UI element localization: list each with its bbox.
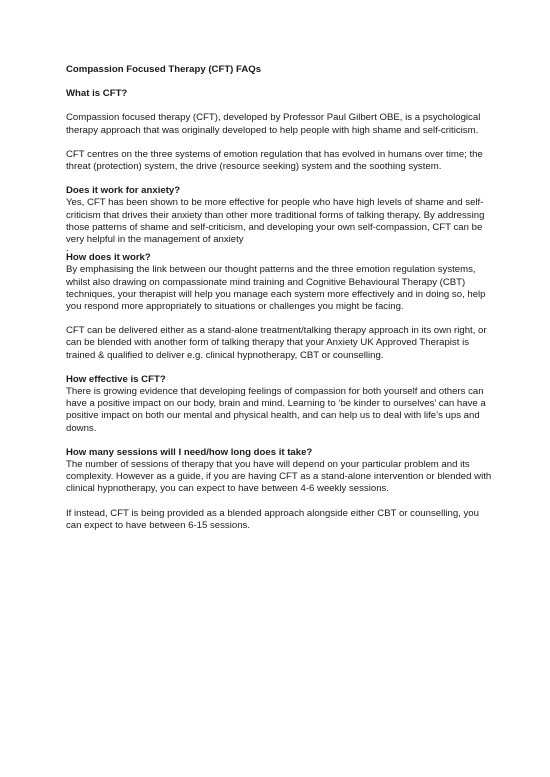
question-what-is-cft: What is CFT? (66, 88, 128, 100)
question-how-does-it-work: How does it work? (66, 252, 151, 264)
answer-paragraph: By emphasising the link between our thought patterns and the three emotion regulation systems, whilst also drawing on compassionate mind training and Cognitive Behavioural Therapy (CBT) techniques, your therapist will help you manage each system more effectively and in doing so, help you respond more appropriately to situations or challenges you might be facing. (66, 264, 486, 313)
answer-paragraph: If instead, CFT is being provided as a blended approach alongside either CBT or counselling, you can expect to have between 6-15 sessions. (66, 507, 479, 531)
answer-paragraph: The number of sessions of therapy that you have will depend on your particular problem and its complexity. However as a guide, if you are having CFT as a stand-alone intervention or blended with clinical hypnotherapy, you can expect to have between 4-6 weekly sessions. (66, 459, 492, 495)
answer-paragraph: Yes, CFT has been shown to be more effective for people who have high levels of shame and self-criticism that drives their anxiety than other more traditional forms of talking therapy. By addressing those patterns of shame and self-criticism, and developing your own self-compassion, CFT can be very helpful in the management of anxiety (66, 197, 485, 246)
stray-period: . (66, 243, 69, 255)
answer-paragraph: There is growing evidence that developing feelings of compassion for both yourself and others can have a positive impact on our body, brain and mind. Learning to ‘be kinder to ourselves’ can have a positive impact on both our mental and physical health, and can help us to deal with life’s ups and downs. (66, 386, 486, 434)
answer-paragraph: CFT can be delivered either as a stand-alone treatment/talking therapy approach in its own right, or can be blended with another form of talking therapy that your Anxiety UK Approved Therapist is trained & qualified to deliver e.g. clinical hypnotherapy, CBT or counselling. (66, 325, 487, 361)
question-how-many-sessions: How many sessions will I need/how long does it take? (66, 446, 313, 458)
document-page (66, 64, 496, 544)
answer-paragraph: Compassion focused therapy (CFT), developed by Professor Paul Gilbert OBE, is a psychological therapy approach that was originally developed to help people with high shame and self-criticism. (66, 112, 481, 136)
question-how-effective: How effective is CFT? (66, 373, 166, 385)
answer-paragraph: CFT centres on the three systems of emotion regulation that has evolved in humans over time; the threat (protection) system, the drive (resource seeking) system and the soothing system. (66, 148, 483, 173)
document-title: Compassion Focused Therapy (CFT) FAQs (66, 64, 262, 75)
question-anxiety: Does it work for anxiety? (66, 185, 181, 197)
